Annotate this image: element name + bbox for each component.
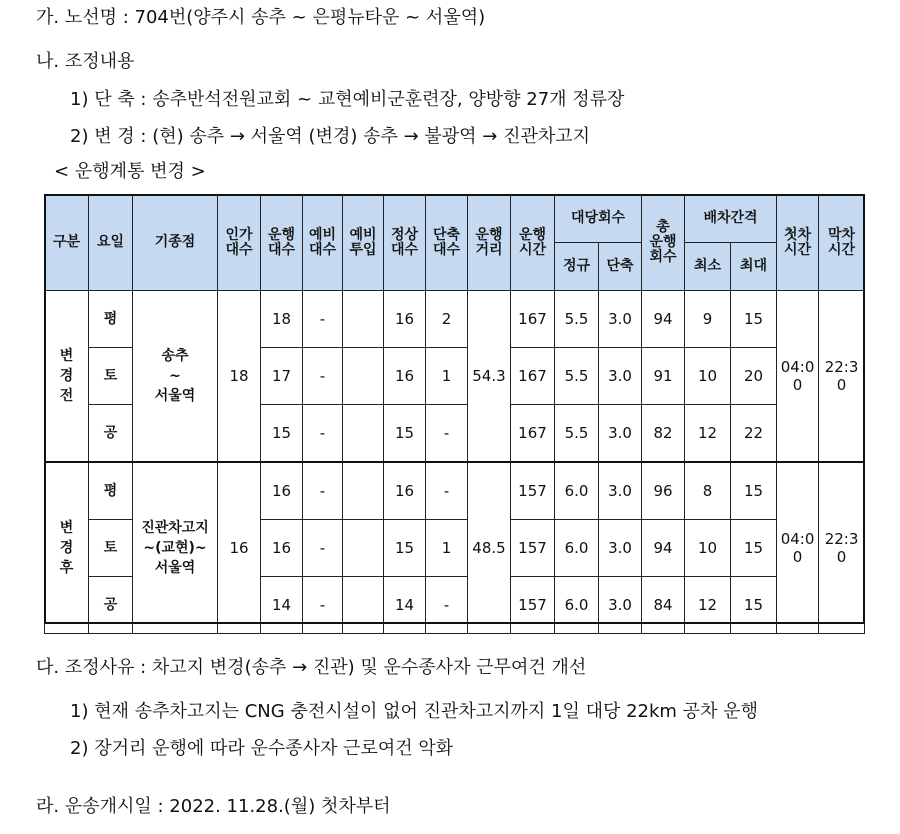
reason-label: 다. 조정사유 : [36, 657, 147, 678]
day-cell: 평 [89, 291, 133, 348]
reduced-cell: - [426, 462, 468, 520]
group-before-endpoints: 송추 ~ 서울역 [133, 291, 218, 463]
reduced-cell: 2 [426, 291, 468, 348]
start-date-value: 2022. 11.28.(월) 첫차부터 [169, 796, 391, 817]
group-after-first-bus: 04:0 0 [777, 462, 819, 634]
normal-cell: 15 [384, 520, 426, 577]
min-cell: 10 [685, 348, 731, 405]
operating-cell: 14 [261, 577, 303, 634]
header-first-bus: 첫차 시간 [777, 195, 819, 291]
operating-cell: 16 [261, 462, 303, 520]
header-spare-used: 예비 투입 [343, 195, 384, 291]
time-cell: 167 [511, 291, 555, 348]
min-cell: 12 [685, 577, 731, 634]
header-runs-per-bus: 대당회수 [555, 195, 642, 243]
reduced-cell: 1 [426, 520, 468, 577]
table-caption: < 운행계통 변경 > [54, 161, 206, 182]
start-date-line [36, 795, 391, 819]
group-before-label: 변 경 전 [45, 291, 89, 463]
reduced-cell: - [426, 577, 468, 634]
reason-item-conditions: 2) 장거리 운행에 따라 운수종사자 근로여건 악화 [70, 738, 454, 759]
group-after-last-bus: 22:3 0 [819, 462, 865, 634]
operating-cell: 17 [261, 348, 303, 405]
operating-cell: 16 [261, 520, 303, 577]
reason-line [36, 656, 586, 680]
header-operating: 운행 대수 [261, 195, 303, 291]
header-last-bus: 막차 시간 [819, 195, 865, 291]
max-cell: 15 [731, 577, 777, 634]
regular-cell: 5.5 [555, 348, 599, 405]
max-cell: 22 [731, 405, 777, 463]
short-cell: 3.0 [599, 520, 642, 577]
time-cell: 157 [511, 577, 555, 634]
total-cell: 82 [642, 405, 685, 463]
total-cell: 94 [642, 291, 685, 348]
spare-cell: - [303, 462, 343, 520]
table-row [45, 291, 865, 348]
header-time: 운행 시간 [511, 195, 555, 291]
min-cell: 8 [685, 462, 731, 520]
route-change-table [44, 194, 865, 634]
time-cell: 167 [511, 405, 555, 463]
day-cell: 토 [89, 520, 133, 577]
route-name-line [36, 6, 485, 30]
spare-used-cell [343, 577, 384, 634]
adjustment-item-shorten: 1) 단 축 : 송추반석전원교회 ~ 교현예비군훈련장, 양방향 27개 정류장 [70, 89, 625, 110]
group-after-endpoints: 진관차고지 ~(교현)~ 서울역 [133, 462, 218, 634]
header-headway-min: 최소 [685, 243, 731, 291]
spare-cell: - [303, 348, 343, 405]
spare-cell: - [303, 520, 343, 577]
route-name-label: 가. 노선명 : [36, 7, 129, 28]
day-cell: 공 [89, 577, 133, 634]
normal-cell: 16 [384, 348, 426, 405]
header-category: 구분 [45, 195, 89, 291]
time-cell: 157 [511, 520, 555, 577]
header-distance: 운행 거리 [468, 195, 511, 291]
spare-used-cell [343, 462, 384, 520]
total-cell: 91 [642, 348, 685, 405]
spare-used-cell [343, 405, 384, 463]
header-licensed: 인가 대수 [218, 195, 261, 291]
spare-used-cell [343, 348, 384, 405]
group-before-first-bus: 04:0 0 [777, 291, 819, 463]
header-headway-max: 최대 [731, 243, 777, 291]
regular-cell: 6.0 [555, 577, 599, 634]
header-endpoints: 기종점 [133, 195, 218, 291]
short-cell: 3.0 [599, 291, 642, 348]
header-normal: 정상 대수 [384, 195, 426, 291]
normal-cell: 16 [384, 462, 426, 520]
adjustment-heading: 나. 조정내용 [36, 51, 135, 72]
time-cell: 157 [511, 462, 555, 520]
total-cell: 96 [642, 462, 685, 520]
header-runs-reduced: 단축 [599, 243, 642, 291]
max-cell: 20 [731, 348, 777, 405]
header-runs-regular: 정규 [555, 243, 599, 291]
day-cell: 평 [89, 462, 133, 520]
min-cell: 9 [685, 291, 731, 348]
group-before-licensed: 18 [218, 291, 261, 463]
normal-cell: 15 [384, 405, 426, 463]
operating-cell: 18 [261, 291, 303, 348]
regular-cell: 5.5 [555, 405, 599, 463]
short-cell: 3.0 [599, 348, 642, 405]
short-cell: 3.0 [599, 462, 642, 520]
regular-cell: 5.5 [555, 291, 599, 348]
start-date-label: 라. 운송개시일 : [36, 796, 164, 817]
time-cell: 167 [511, 348, 555, 405]
header-headway: 배차간격 [685, 195, 777, 243]
group-after-distance: 48.5 [468, 462, 511, 634]
route-name-value: 704번(양주시 송추 ~ 은평뉴타운 ~ 서울역) [134, 7, 486, 28]
adjustment-item-change: 2) 변 경 : (현) 송추 → 서울역 (변경) 송추 → 불광역 → 진관차고지 [70, 126, 591, 147]
short-cell: 3.0 [599, 577, 642, 634]
max-cell: 15 [731, 520, 777, 577]
group-after-licensed: 16 [218, 462, 261, 634]
max-cell: 15 [731, 462, 777, 520]
header-reduced: 단축 대수 [426, 195, 468, 291]
header-total-runs: 총 운행 회수 [642, 195, 685, 291]
total-cell: 94 [642, 520, 685, 577]
group-before-last-bus: 22:3 0 [819, 291, 865, 463]
group-before-distance: 54.3 [468, 291, 511, 463]
reduced-cell: - [426, 405, 468, 463]
day-cell: 토 [89, 348, 133, 405]
spare-cell: - [303, 577, 343, 634]
min-cell: 12 [685, 405, 731, 463]
regular-cell: 6.0 [555, 462, 599, 520]
spare-cell: - [303, 405, 343, 463]
header-spare: 예비 대수 [303, 195, 343, 291]
max-cell: 15 [731, 291, 777, 348]
normal-cell: 14 [384, 577, 426, 634]
header-day: 요일 [89, 195, 133, 291]
reduced-cell: 1 [426, 348, 468, 405]
operating-cell: 15 [261, 405, 303, 463]
reason-item-cng: 1) 현재 송추차고지는 CNG 충전시설이 없어 진관차고지까지 1일 대당 22km 공차 운행 [70, 701, 758, 722]
group-after-label: 변 경 후 [45, 462, 89, 634]
normal-cell: 16 [384, 291, 426, 348]
spare-cell: - [303, 291, 343, 348]
table-row [45, 462, 865, 520]
spare-used-cell [343, 520, 384, 577]
total-cell: 84 [642, 577, 685, 634]
day-cell: 공 [89, 405, 133, 463]
regular-cell: 6.0 [555, 520, 599, 577]
short-cell: 3.0 [599, 405, 642, 463]
spare-used-cell [343, 291, 384, 348]
reason-value: 차고지 변경(송추 → 진관) 및 운수종사자 근무여건 개선 [151, 657, 587, 678]
min-cell: 10 [685, 520, 731, 577]
